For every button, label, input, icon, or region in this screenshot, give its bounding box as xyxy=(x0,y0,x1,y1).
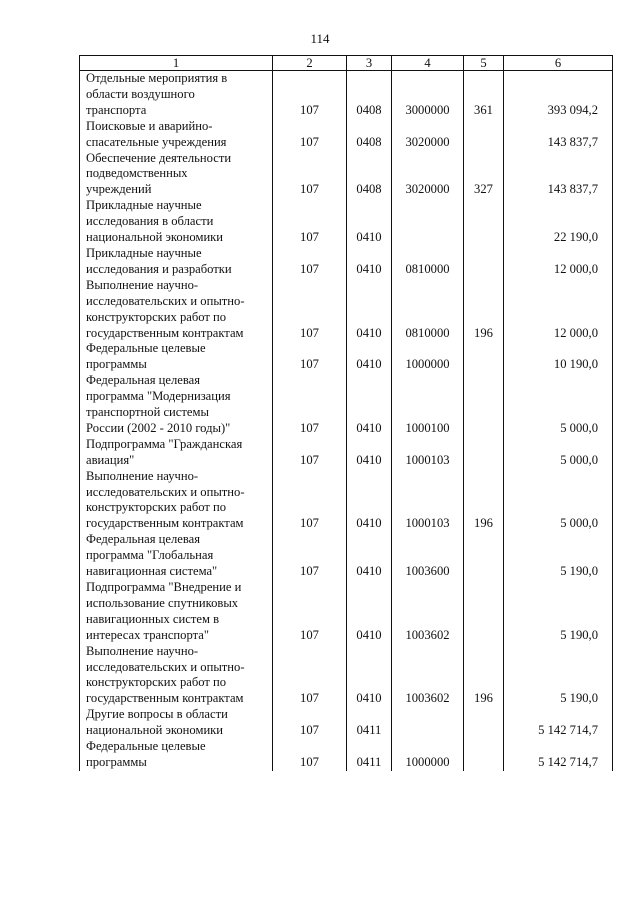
amount-cell: 143 837,7 xyxy=(504,151,613,199)
ministry-code-cell: 107 xyxy=(273,580,347,644)
row-name-line: Подпрограмма "Гражданская xyxy=(86,436,243,451)
target-article-cell xyxy=(392,198,464,246)
section-code-cell: 0408 xyxy=(347,71,392,119)
amount-cell: 22 190,0 xyxy=(504,198,613,246)
row-name-line: государственным контрактам xyxy=(86,691,244,706)
section-code-cell: 0410 xyxy=(347,469,392,533)
ministry-code-cell: 107 xyxy=(273,198,347,246)
ministry-code-cell: 107 xyxy=(273,469,347,533)
row-name-line: авиация" xyxy=(86,452,135,467)
section-code-cell: 0410 xyxy=(347,373,392,437)
ministry-code-cell: 107 xyxy=(273,644,347,708)
expense-type-cell: 196 xyxy=(464,469,504,533)
table-row xyxy=(80,119,613,151)
expense-type-cell xyxy=(464,246,504,278)
row-name-line: навигационная система" xyxy=(86,564,218,579)
row-name-line: Федеральные целевые xyxy=(86,739,206,754)
row-name-line: Федеральная целевая xyxy=(86,532,201,547)
expense-type-cell xyxy=(464,119,504,151)
row-name-line: интересах транспорта" xyxy=(86,627,209,642)
row-name-cell xyxy=(80,198,273,246)
table-body xyxy=(80,71,613,771)
target-article-cell: 3020000 xyxy=(392,151,464,199)
row-name-cell xyxy=(80,278,273,342)
row-name-line: исследования в области xyxy=(86,214,214,229)
column-header: 5 xyxy=(464,56,504,71)
ministry-code-cell: 107 xyxy=(273,246,347,278)
row-name-line: Прикладные научные xyxy=(86,245,202,260)
amount-cell: 5 142 714,7 xyxy=(504,707,613,739)
ministry-code-cell: 107 xyxy=(273,278,347,342)
target-article-cell: 1000103 xyxy=(392,469,464,533)
amount-cell: 10 190,0 xyxy=(504,341,613,373)
header-row xyxy=(80,56,613,71)
table-row xyxy=(80,246,613,278)
target-article-cell: 3020000 xyxy=(392,119,464,151)
section-code-cell: 0411 xyxy=(347,707,392,739)
expense-type-cell xyxy=(464,198,504,246)
ministry-code-cell: 107 xyxy=(273,437,347,469)
target-article-cell xyxy=(392,707,464,739)
table-row xyxy=(80,71,613,119)
expense-type-cell: 196 xyxy=(464,278,504,342)
target-article-cell: 1000000 xyxy=(392,341,464,373)
row-name-line: Федеральная целевая xyxy=(86,373,201,388)
table-row xyxy=(80,739,613,771)
ministry-code-cell: 107 xyxy=(273,373,347,437)
amount-cell: 143 837,7 xyxy=(504,119,613,151)
section-code-cell: 0410 xyxy=(347,341,392,373)
row-name-line: национальной экономики xyxy=(86,723,224,738)
row-name-line: Обеспечение деятельности xyxy=(86,150,232,165)
row-name-cell xyxy=(80,437,273,469)
amount-cell: 5 190,0 xyxy=(504,532,613,580)
row-name-line: государственным контрактам xyxy=(86,325,244,340)
row-name-cell xyxy=(80,707,273,739)
target-article-cell: 1000000 xyxy=(392,739,464,771)
row-name-line: России (2002 - 2010 годы)" xyxy=(86,420,231,435)
row-name-line: области воздушного xyxy=(86,86,195,101)
expense-type-cell: 327 xyxy=(464,151,504,199)
row-name-line: учреждений xyxy=(86,182,152,197)
table-row xyxy=(80,151,613,199)
table-row xyxy=(80,437,613,469)
row-name-line: конструкторских работ по xyxy=(86,500,227,515)
amount-cell: 5 142 714,7 xyxy=(504,739,613,771)
column-header: 6 xyxy=(504,56,613,71)
row-name-cell xyxy=(80,373,273,437)
amount-cell: 393 094,2 xyxy=(504,71,613,119)
section-code-cell: 0410 xyxy=(347,437,392,469)
section-code-cell: 0408 xyxy=(347,119,392,151)
row-name-line: спасательные учреждения xyxy=(86,134,227,149)
target-article-cell: 1000100 xyxy=(392,373,464,437)
row-name-line: программы xyxy=(86,357,147,372)
row-name-line: исследовательских и опытно- xyxy=(86,293,245,308)
row-name-cell xyxy=(80,644,273,708)
row-name-line: исследовательских и опытно- xyxy=(86,484,245,499)
target-article-cell: 1000103 xyxy=(392,437,464,469)
section-code-cell: 0410 xyxy=(347,278,392,342)
table-row xyxy=(80,469,613,533)
target-article-cell: 1003602 xyxy=(392,580,464,644)
table-row xyxy=(80,373,613,437)
row-name-line: Федеральные целевые xyxy=(86,341,206,356)
ministry-code-cell: 107 xyxy=(273,151,347,199)
row-name-line: государственным контрактам xyxy=(86,516,244,531)
row-name-line: Отдельные мероприятия в xyxy=(86,71,228,85)
target-article-cell: 1003600 xyxy=(392,532,464,580)
row-name-line: использование спутниковых xyxy=(86,595,239,610)
row-name-line: конструкторских работ по xyxy=(86,309,227,324)
row-name-line: программы xyxy=(86,754,147,769)
table-row xyxy=(80,644,613,708)
expense-type-cell xyxy=(464,341,504,373)
amount-cell: 12 000,0 xyxy=(504,246,613,278)
ministry-code-cell: 107 xyxy=(273,341,347,373)
target-article-cell: 1003602 xyxy=(392,644,464,708)
section-code-cell: 0410 xyxy=(347,246,392,278)
row-name-cell xyxy=(80,119,273,151)
expense-type-cell xyxy=(464,532,504,580)
row-name-cell xyxy=(80,580,273,644)
section-code-cell: 0410 xyxy=(347,580,392,644)
row-name-line: Выполнение научно- xyxy=(86,277,199,292)
table-row xyxy=(80,580,613,644)
row-name-line: конструкторских работ по xyxy=(86,675,227,690)
amount-cell: 5 190,0 xyxy=(504,580,613,644)
row-name-line: Подпрограмма "Внедрение и xyxy=(86,580,242,594)
target-article-cell: 0810000 xyxy=(392,246,464,278)
row-name-line: национальной экономики xyxy=(86,230,224,245)
row-name-cell xyxy=(80,246,273,278)
row-name-line: программа "Глобальная xyxy=(86,548,214,563)
row-name-cell xyxy=(80,469,273,533)
row-name-cell xyxy=(80,532,273,580)
amount-cell: 5 000,0 xyxy=(504,469,613,533)
row-name-line: исследования и разработки xyxy=(86,261,232,276)
row-name-line: исследовательских и опытно- xyxy=(86,659,245,674)
row-name-cell xyxy=(80,151,273,199)
row-name-line: транспортной системы xyxy=(86,405,209,420)
row-name-line: программа "Модернизация xyxy=(86,389,231,404)
expense-type-cell xyxy=(464,580,504,644)
target-article-cell: 3000000 xyxy=(392,71,464,119)
row-name-line: Другие вопросы в области xyxy=(86,707,228,722)
page-number: 114 xyxy=(310,31,330,46)
table-row xyxy=(80,341,613,373)
target-article-cell: 0810000 xyxy=(392,278,464,342)
row-name-line: Выполнение научно- xyxy=(86,468,199,483)
amount-cell: 12 000,0 xyxy=(504,278,613,342)
expense-type-cell xyxy=(464,739,504,771)
column-header: 4 xyxy=(392,56,464,71)
row-name-cell xyxy=(80,71,273,119)
column-header: 2 xyxy=(273,56,347,71)
amount-cell: 5 190,0 xyxy=(504,644,613,708)
expense-type-cell xyxy=(464,437,504,469)
table-row xyxy=(80,532,613,580)
row-name-line: Выполнение научно- xyxy=(86,643,199,658)
section-code-cell: 0411 xyxy=(347,739,392,771)
row-name-line: навигационных систем в xyxy=(86,611,220,626)
budget-table xyxy=(79,55,613,771)
table-header xyxy=(80,56,613,71)
amount-cell: 5 000,0 xyxy=(504,373,613,437)
row-name-line: транспорта xyxy=(86,102,147,117)
ministry-code-cell: 107 xyxy=(273,532,347,580)
ministry-code-cell: 107 xyxy=(273,119,347,151)
table-row xyxy=(80,707,613,739)
expense-type-cell xyxy=(464,373,504,437)
table-row xyxy=(80,278,613,342)
section-code-cell: 0408 xyxy=(347,151,392,199)
row-name-cell xyxy=(80,341,273,373)
amount-cell: 5 000,0 xyxy=(504,437,613,469)
ministry-code-cell: 107 xyxy=(273,707,347,739)
section-code-cell: 0410 xyxy=(347,644,392,708)
ministry-code-cell: 107 xyxy=(273,739,347,771)
column-header: 1 xyxy=(80,56,273,71)
table-row xyxy=(80,198,613,246)
section-code-cell: 0410 xyxy=(347,198,392,246)
expense-type-cell: 196 xyxy=(464,644,504,708)
ministry-code-cell: 107 xyxy=(273,71,347,119)
expense-type-cell: 361 xyxy=(464,71,504,119)
expense-type-cell xyxy=(464,707,504,739)
row-name-line: Поисковые и аварийно- xyxy=(86,118,213,133)
column-header: 3 xyxy=(347,56,392,71)
row-name-cell xyxy=(80,739,273,771)
row-name-line: подведомственных xyxy=(86,166,188,181)
row-name-line: Прикладные научные xyxy=(86,198,202,213)
section-code-cell: 0410 xyxy=(347,532,392,580)
